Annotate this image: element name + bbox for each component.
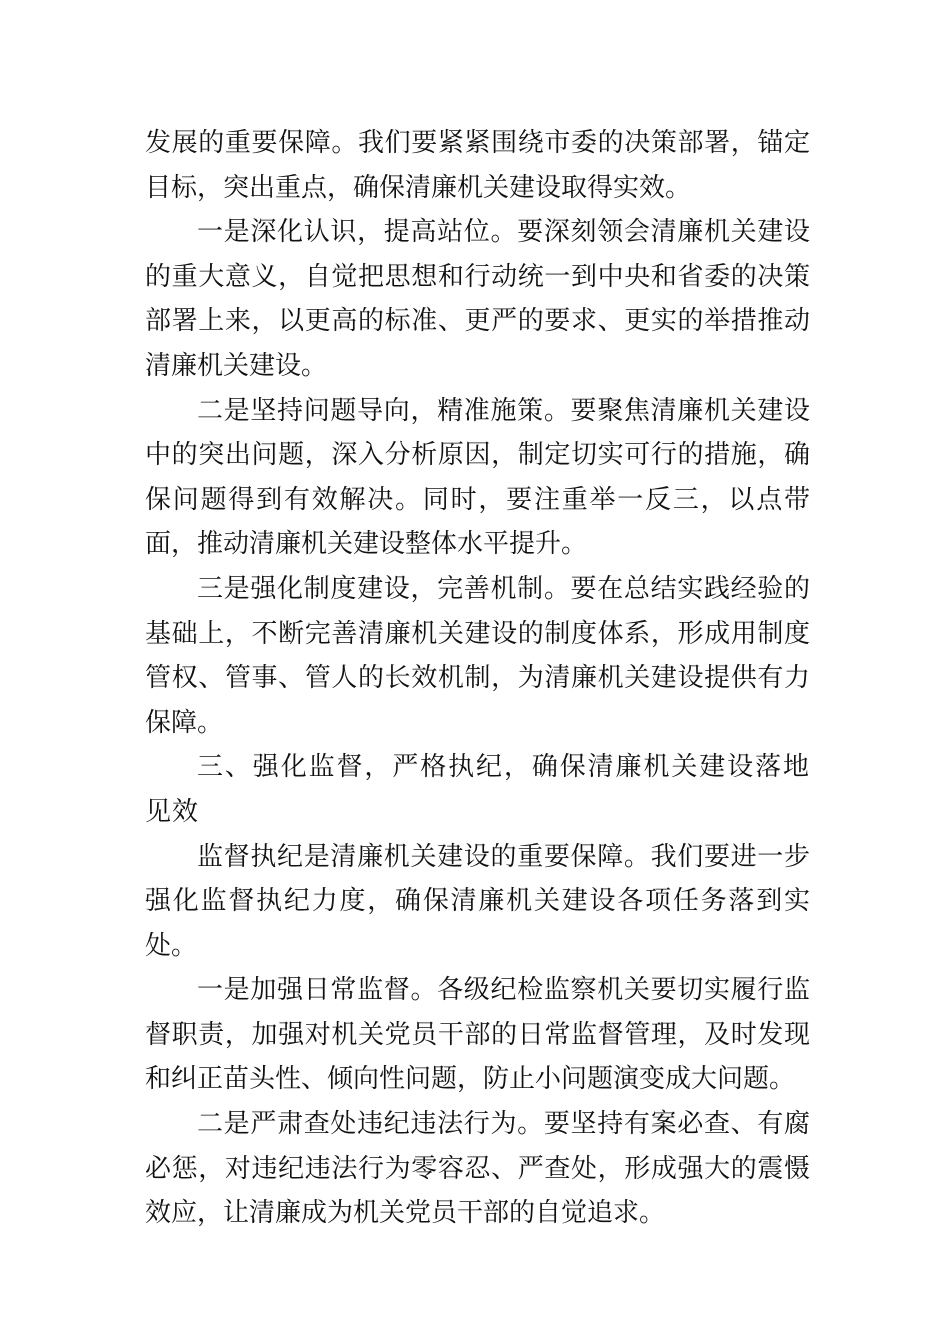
- paragraph-investigate-violations: 二是严肃查处违纪违法行为。要坚持有案必查、有腐必惩，对违纪违法行为零容忍、严查处，形成强大的震慑效应，让清廉成为机关党员干部的自觉追求。: [145, 1109, 810, 1229]
- paragraph-problem-orientation: 二是坚持问题导向，精准施策。要聚焦清廉机关建设中的突出问题，深入分析原因，制定切实可行的措施，确保问题得到有效解决。同时，要注重举一反三，以点带面，推动清廉机关建设整体水平提升。: [145, 395, 810, 560]
- section-heading-supervision: 三、强化监督，严格执纪，确保清廉机关建设落地见效: [145, 752, 810, 827]
- paragraph-continued: 发展的重要保障。我们要紧紧围绕市委的决策部署，锚定目标，突出重点，确保清廉机关建设取得实效。: [145, 128, 810, 203]
- paragraph-deepen-understanding: 一是深化认识，提高站位。要深刻领会清廉机关建设的重大意义，自觉把思想和行动统一到中央和省委的决策部署上来，以更高的标准、更严的要求、更实的举措推动清廉机关建设。: [145, 217, 810, 381]
- paragraph-system-building: 三是强化制度建设，完善机制。要在总结实践经验的基础上，不断完善清廉机关建设的制度体系，形成用制度管权、管事、管人的长效机制，为清廉机关建设提供有力保障。: [145, 573, 810, 738]
- document-body: [145, 121, 810, 1236]
- paragraph-daily-supervision: 一是加强日常监督。各级纪检监察机关要切实履行监督职责，加强对机关党员干部的日常监督管理，及时发现和纠正苗头性、倾向性问题，防止小问题演变成大问题。: [145, 975, 810, 1095]
- paragraph-supervision-intro: 监督执纪是清廉机关建设的重要保障。我们要进一步强化监督执纪力度，确保清廉机关建设各项任务落到实处。: [145, 841, 810, 961]
